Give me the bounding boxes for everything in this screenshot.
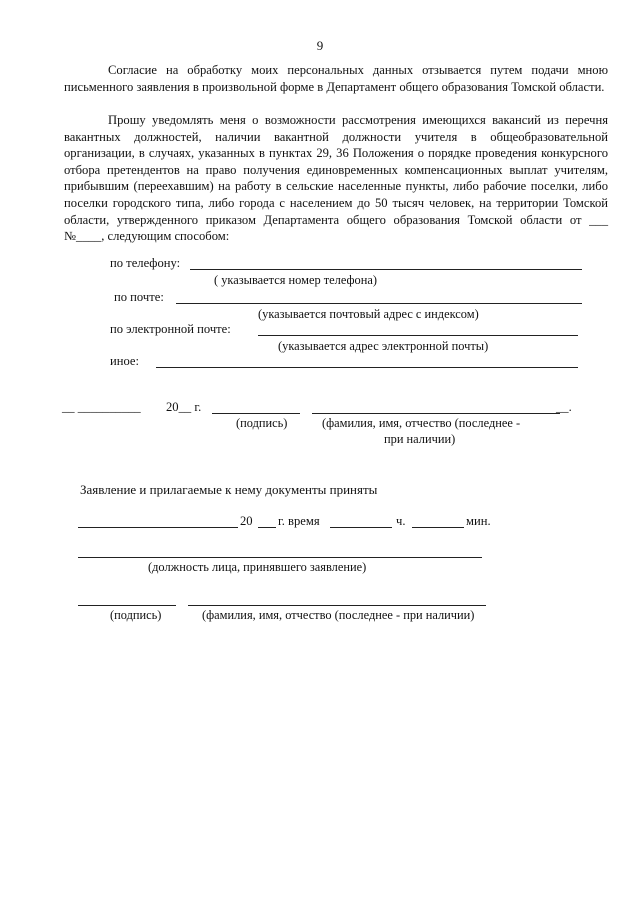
signature-caption: (подпись) (236, 416, 288, 430)
email-field-line[interactable] (258, 335, 578, 336)
consent-paragraph (64, 62, 608, 95)
receipt-minutes-line[interactable] (412, 527, 464, 528)
receiver-signature-line[interactable] (78, 605, 176, 606)
fio-line[interactable] (312, 413, 560, 414)
other-label: иное: (110, 354, 140, 368)
receipt-time-label: г. время (278, 514, 320, 528)
fio-line-end: __. (556, 400, 572, 414)
signature-date-day[interactable]: __ __________ (62, 400, 141, 414)
phone-label: по телефону: (110, 256, 181, 270)
receipt-hours-line[interactable] (330, 527, 392, 528)
mail-label: по почте: (114, 290, 164, 304)
phone-field-line[interactable] (190, 269, 582, 270)
receiver-fio-caption: (фамилия, имя, отчество (последнее - при наличии) (202, 608, 475, 622)
consent-text: Согласие на обработку моих персональных данных отзывается путем подачи мною письменного заявления в произвольной форме в Департамент общего образования Томской области. (64, 63, 608, 94)
notification-text: Прошу уведомлять меня о возможности рассмотрения имеющихся вакансий из перечня вакантных должностей, наличии вакантной должности учителя в общеобразовательной организации, в случаях, указанных в пунктах 29, 36 Положения о порядке проведения конкурсного отбора претендентов на право получения единовременных компенсационных выплат учителям, прибывшим (переехавшим) на работу в сельские населенные пункты, либо рабочие поселки, либо поселки городского типа, либо города с населением до 50 тысяч человек, на территории Томской области, утвержденного приказом Департамента общего образования Томской области от ___ №____, следующим способом: (64, 113, 608, 244)
fio-caption-line2: при наличии) (384, 432, 456, 446)
email-caption: (указывается адрес электронной почты) (278, 339, 489, 353)
signature-line[interactable] (212, 413, 300, 414)
notification-paragraph (64, 112, 608, 245)
position-line[interactable] (78, 557, 482, 558)
receipt-title: Заявление и прилагаемые к нему документы приняты (80, 482, 378, 497)
page-number: 9 (316, 38, 324, 53)
other-field-line[interactable] (156, 367, 578, 368)
receiver-signature-caption: (подпись) (110, 608, 162, 622)
receipt-year-line[interactable] (258, 527, 276, 528)
fio-caption-line1: (фамилия, имя, отчество (последнее - (322, 416, 521, 430)
receipt-minutes-label: мин. (466, 514, 491, 528)
signature-date-year: 20__ г. (166, 400, 202, 414)
mail-caption: (указывается почтовый адрес с индексом) (258, 307, 479, 321)
email-label: по электронной почте: (110, 322, 231, 336)
mail-field-line[interactable] (176, 303, 582, 304)
phone-caption: ( указывается номер телефона) (214, 273, 377, 287)
receipt-date-line[interactable] (78, 527, 238, 528)
receipt-hours-label: ч. (396, 514, 406, 528)
receiver-fio-line[interactable] (188, 605, 486, 606)
receipt-year: 20 (240, 514, 253, 528)
position-caption: (должность лица, принявшего заявление) (148, 560, 367, 574)
